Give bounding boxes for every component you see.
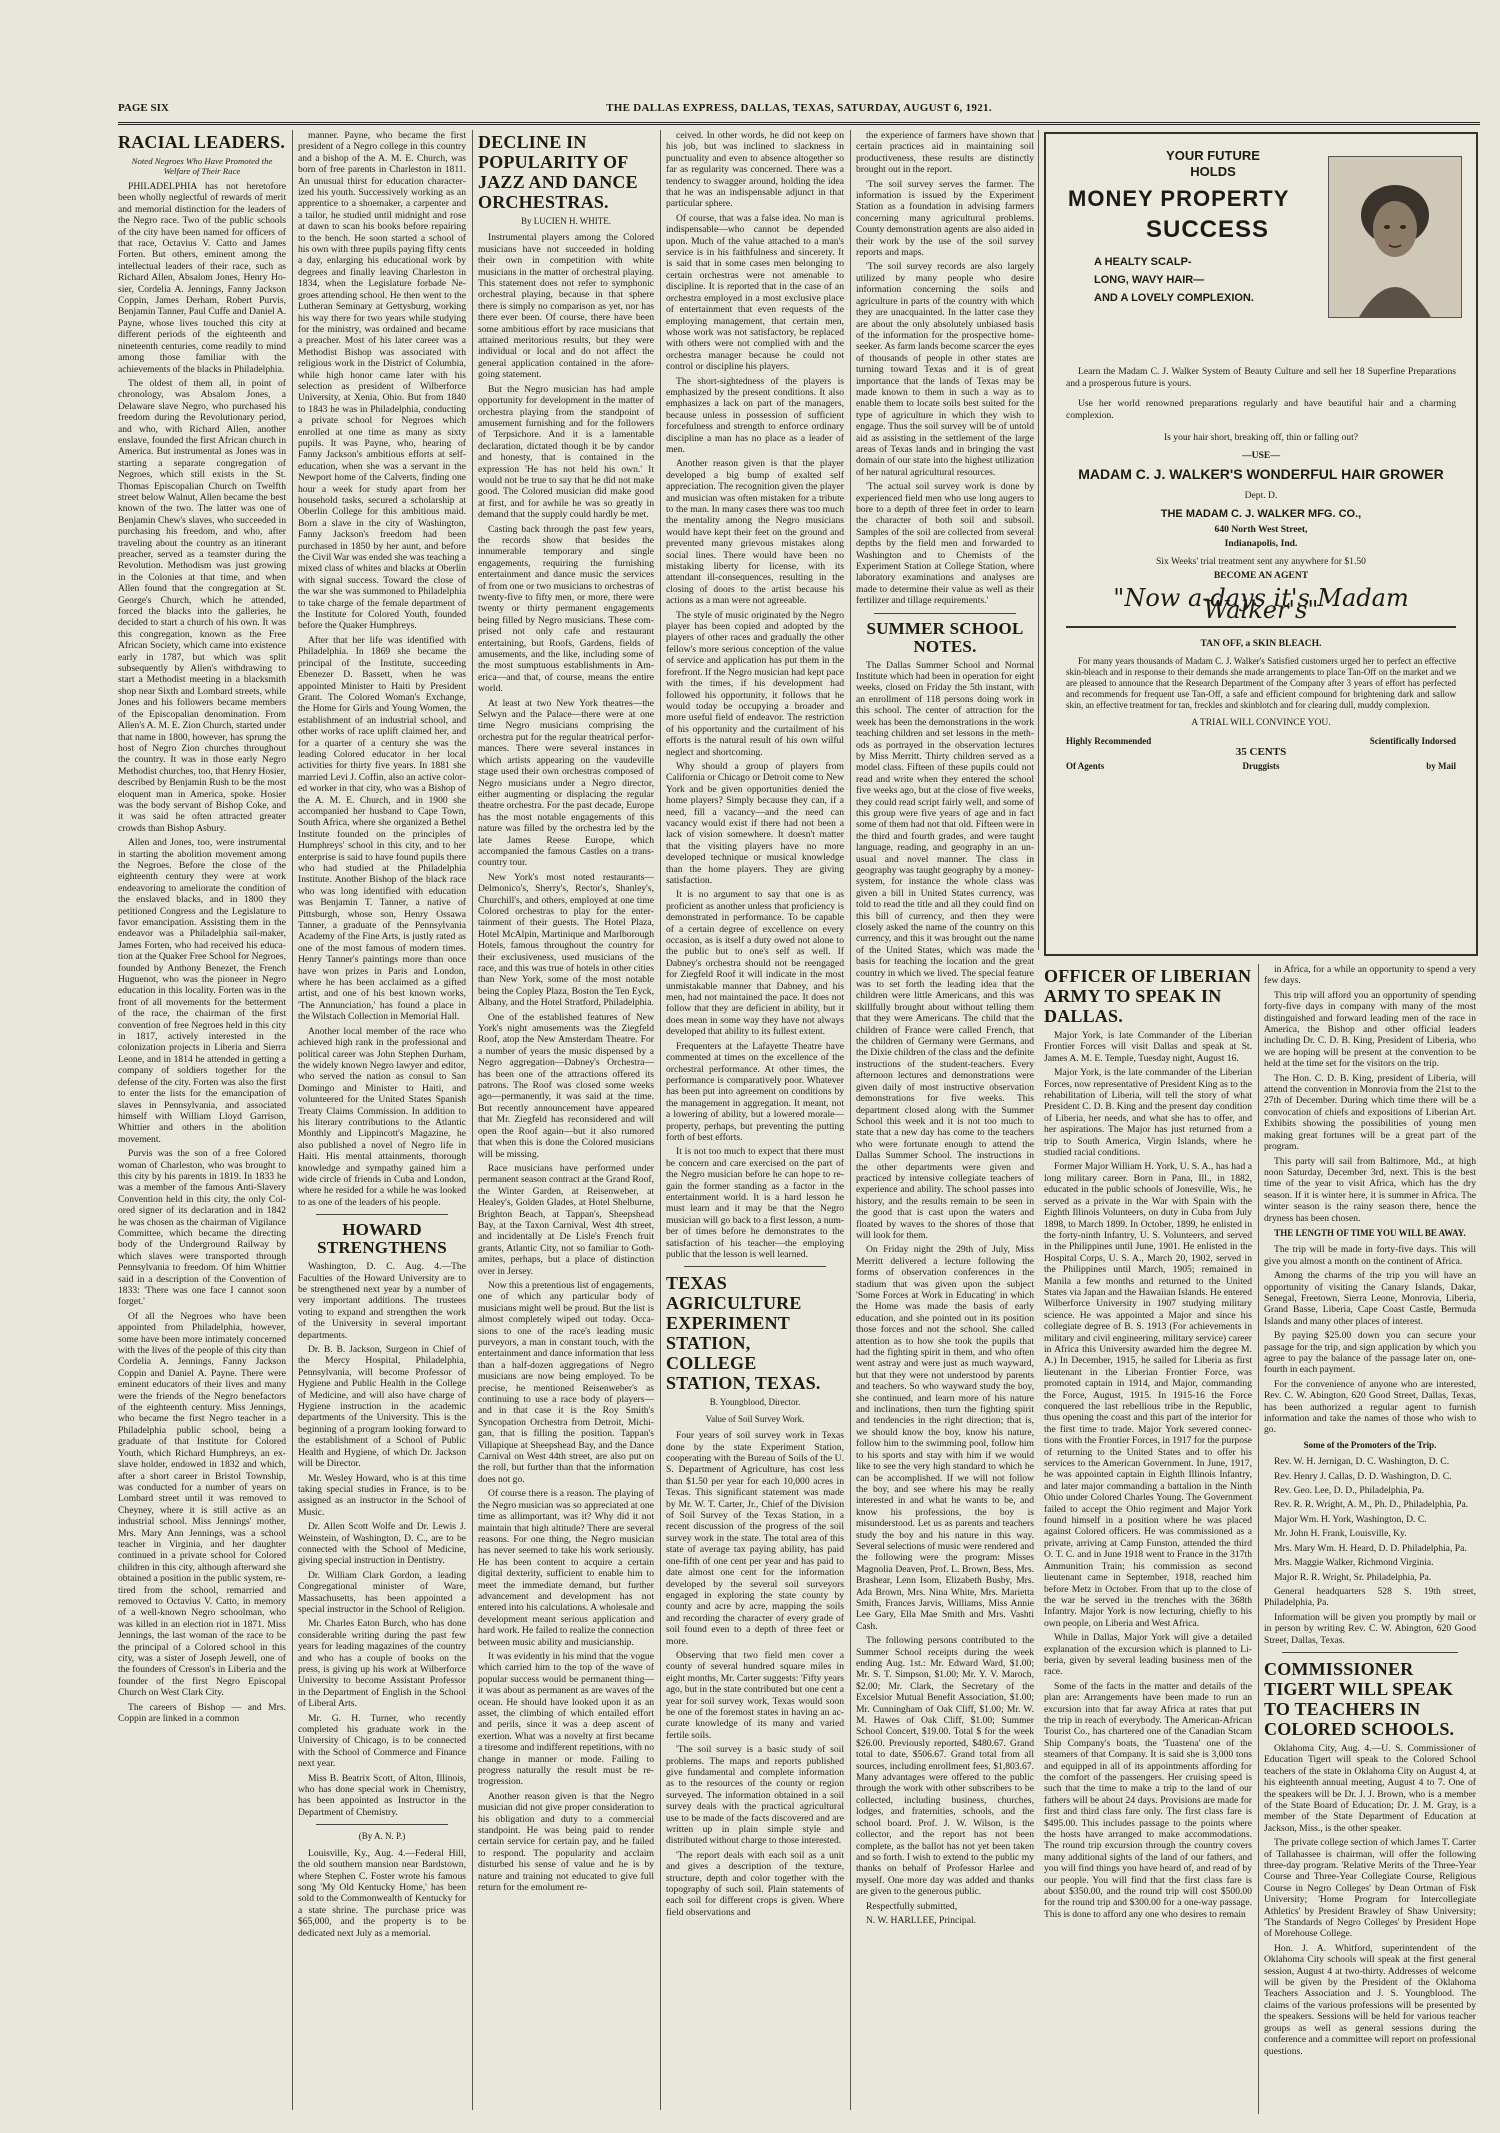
article-paragraph: Allen and Jones, too, were instrumental in starting the abolition movement among the Negroes. Before the close of the eighteenth century they were at work endeavoring to ameliorate the condition of the enslaved blacks, and in 1800 they petitioned Congress and the Legislature to favor emancipation. Assisting them in the endeavor was a Philadelphia sail-maker, James Forten, who had received his education at the Quaker Free School for Negroes, founded by Anthony Benezet, the French Huguenot, who was the pioneer in Negro education in this locality. Forten was in the front of all movements for the betterment of the race, the chairman of the first convention of free Negroes held in this city in 1817, actively interested in the colonization projects in Liberia and Sierra Leone, and in 1814 he attended in getting a company of soldiers together for the defense of the city. Forten was also the first to enter the lists for the emancipation of slaves in Pennsylvania, and associated himself with William Lloyd Garrison, Whittier and others in the abolition movement. — [118, 837, 286, 1145]
column-rule — [660, 130, 661, 2110]
article-paragraph: Another local member of the race who achieved high rank in the professional and political career was John Stephen Durham, the widely known Negro lawyer and editor, who served the nation as consul to San Domingo and Minister to Haiti, and volunteered for the United States Spanish Treaty Claims Commission. In addition to his literary contributions to the Atlantic Monthly and Lippincott's Magazine, he also published a novel of Negro life in Haiti. His mental attainments, thorough knowledge and sympathy gained him a wide circle of friends in Cuba and London, where he resided for a while he was looked to as one of the leaders of his people. — [298, 1025, 466, 1208]
column-1 — [118, 130, 286, 2120]
ad-feature: A HEALTY SCALP- — [1094, 256, 1192, 268]
ad-by-druggists: Druggists — [1242, 761, 1280, 771]
article-paragraph: Another reason given is that the player developed a big bump of exalted self appreciation. The recognition given the player and musician was often mistaken for a tribute to the man. In many cases there was too much the mentality among the Negro musicians would have kept their feet on the ground and prevented many grievous mistakes along social lines. There would have been no mistaking liberty for license, with its attendant ill-consequences, resulting in the closing of doors to the artist because his actions as a man were not agreeable. — [666, 458, 844, 607]
promoter-item: Mr. John H. Frank, Louisville, Ky. — [1274, 1528, 1407, 1540]
article-paragraph: Observing that two field men cover a county of several hundred square miles in eight months, Mr. Carter suggests: 'Fifty years ago, but in the state contributed but one cent a year for soil survey work, Texas would soon be one of the foremost states in having an accurate knowledge of its many and varied fertile soils. — [666, 1649, 844, 1741]
headline-summer-school: SUMMER SCHOOL NOTES. — [866, 618, 1024, 656]
article-paragraph: the experience of farmers have shown that certain practices aid in maintaining soil productiveness, these results are distinctly brought out in the report. — [856, 130, 1034, 176]
article-paragraph: Louisville, Ky., Aug. 4.—Federal Hill, the old southern mansion near Bardstown, where Stephen C. Foster wrote his famous song 'My Old Kentucky Home,' has been sold to the Commonwealth of Kentucky for a state shrine. The purchase price was $65,000, and the property is to be dedicated next July as a memorial. — [298, 1847, 466, 1939]
article-paragraph: It is no argument to say that one is as proficient as another unless that proficiency is demonstrated in performance. To be capable of a certain degree of excellence on every occasion, as is itself a duty owed not alone to the public but to one's self as well. If Dabney's orchestra should not be reengaged for Ziegfeld Roof it will indicate in the most unmistakable manner that Dabney, and his men, had not maintained the pace. It does not follow that they are deficient in ability, but it does mean in some way they have not always developed that ability to its fullest extent. — [666, 889, 844, 1038]
ad-trial: Six Weeks' trial treatment sent any anywhere for $1.50 — [1156, 556, 1366, 567]
article-paragraph: in Africa, for a while an opportunity to spend a very few days. — [1264, 964, 1476, 987]
article-paragraph: While in Dallas, Major York will give a detailed explanation of the excursion which is planned to Liberia, given by several leading business men of the race. — [1044, 1632, 1252, 1678]
article-paragraph: Former Major William H. York, U. S. A., has had a long military career. Born in Pana, Ill., in 1882, educated in the public schools of Jonesville, Wis., he served as a private in the War with Spain with the Eighth Illinois Volunteers, on duty in Cuba from July 1898, to March 1899. In October, 1899, he enlisted in the forty-ninth Infantry, U. S. Volunteers, and served in the Philippines until June, 1901. He enlisted in the Hospital Corps, U. S. A., March 20, 1902, served in the Philippines until March, 1905; remained in Manila a few months and returned to the United States via Japan and the Hawaiian Islands. He entered Wilberforce University in 1907 studying military science. He was appointed a Major and since his collegiate degree of B. S. 1913 (For achievements in military and civil engineering, military service) career in Africa this University awarded him the degree M. A.) In December, 1915, he sailed for Liberia as first lieutenant in the Liberian Frontier Force, was promoted captain in 1914, and Major, commanding the Force, August, 1915. In 1915-16 the Force conquered the last rebellious tribe in the Republic, thus opening the coast and this part of the interior for the first time to trade. Major York severed connections with the Frontier Forces, in 1917 for the purpose of returning to the United States and to offer his services to the American Government. In June, 1917, he was appointed captain in Eighth Illinois Infantry, and later major commanding a battalion in the Ninth Ohio under Colored Charles Young. The Government failed to accept the Ohio regiment and Major York found himself in a position where he was placed against Colored officers. He was commissioned as a private, arriving at Camp Funston, attended the third O. T. C. and in June 1918 went to France in the 317th Ammunition Train; his commission as second lieutenant came in September, 1918, reached him before Metz in October. From that up to the close of the war he served in the trenches with the 368th Infantry. Major York is now lecturing, chiefly to his own people, on Liberia and West Africa. — [1044, 1161, 1252, 1629]
column-3 — [478, 130, 654, 2120]
ad-address: Indianapolis, Ind. — [1224, 538, 1298, 549]
ad-by-agents: Of Agents — [1066, 761, 1105, 771]
article-paragraph: The oldest of them all, in point of chronology, was Absalom Jones, a Delaware slave Negro, who purchased his freedom during the Revolutionary period, and who, with Richard Allen, another enslave, founded the first African church in America. But instrumental as Jones was in starting a separate congregation of Negroes, which still exists in the St. Thomas Episcopalian Church on Twelfth street below Walnut, Allen became the best known of the two. The latter was one of Benjamin Chew's slaves, who succeeded in purchasing his freedom, and who, after traveling about the country as an itinerant preacher, served as a teamster during the Revolution. Methodism was just growing in the Colonies at that time, and when Allen found that the congregation at St. George's Church, which he attended, forced the blacks into the galleries, he decided to start a church of his own. It was this congregation, known as the Free African Society, which came into existence early in 1787, but which was split subsequently by Allen's withdrawing to start a Methodist meeting in a blacksmith shop near Sixth and Lombard streets, while Jones and his followers became members of the Episcopalian denomination. From Allen's A. M. E. Zion Church, started under that name in 1800, however, has sprung the host of Negro Zion churches throughout the country. It was in those early Negro Methodist churches, too, that Henry Hosier, described by Benjamin Rush to be the most eloquent man in America, spoke. Hosier was the body servant of Bishop Coke, and it was said he often attracted greater crowds than Bishop Asbury. — [118, 377, 286, 834]
promoter-item: General headquarters 528 S. 19th street, Philadelphia, Pa. — [1264, 1585, 1476, 1609]
ad-divider — [1066, 626, 1456, 628]
ad-top-line: YOUR FUTURE — [1166, 148, 1260, 163]
promoter-item: Major R. R. Wright, Sr. Philadelphia, Pa. — [1274, 1571, 1432, 1583]
article-paragraph: Dr. B. B. Jackson, Surgeon in Chief of the Mercy Hospital, Philadelphia, Pennsylvania, will become Professor of Hygiene and Public Health in the College of Medicine, and will also have charge of Hygiene instruction in the academic departments of the University. This is the beginning of a program looking forward to the establishment of a School of Public Health and Hygiene, of which Dr. Jackson will be Director. — [298, 1344, 466, 1470]
ad-product: MADAM C. J. WALKER'S WONDERFUL HAIR GROWER — [1078, 466, 1444, 482]
article-paragraph: Mr. Wesley Howard, who is at this time taking special studies in France, is to be assigned as an instructor in the School of Music. — [298, 1472, 466, 1518]
column-rule — [472, 130, 473, 2110]
separator — [316, 1824, 448, 1825]
article-paragraph: Among the charms of the trip you will have an opportunity of visiting the Canary Islands, Dakar, Senegal, Freetown, Sierra Leone, Monrovia, Liberia, Grand Basse, Liberia, Cape Coast Castle, Bermuda Islands and many other places of interest. — [1264, 1270, 1476, 1327]
article-paragraph: Dr. William Clark Gordon, a leading Congregational minister of Ware, Massachusetts, has been appointed a special instructor in the School of Religion. — [298, 1569, 466, 1615]
article-paragraph: Of course there is a reason. The playing of the Negro musician was so appreciated at one time as allimportant, was it? Why did it not maintain that high altitude? There are several reasons. For one thing, the Negro musician has never seemed to take his work seriously. He has been content to acquire a certain digital dexterity, sufficient to enable him to meet the immediate demand, but further advancement and development has not entered into his calculations. A wholesale and development meant serious application and hard work. He failed to realize the connection between music ability and musicianship. — [478, 1488, 654, 1648]
column-6 — [1044, 964, 1252, 2120]
ad-slogan: "Now a-days it's Madam Walker's" — [1113, 584, 1409, 624]
ad-price: 35 CENTS — [1235, 746, 1287, 758]
article-paragraph: Some of the facts in the matter and details of the plan are: Arrangements have been made to run an excursion into that far away Africa at rates that put the trip in reach of everybody. The American-African Tourist Co., has chartered one of the Canadian Stcam Ship Company's boats, the 'Tuastena' one of the steamers of that Company. It is said she is 3,000 tons and equipped in all of its appointments affording for the comfort of the passengers. Her cruising speed is such that the time to make a trip to the land of our fathers will be about 24 days. Provisions are made for first and third class fare only. The first class fare is $495.00. This includes passage to the points where the hosts have arranged to make accommodations. The round trip excursion through the country covers many additional sights of the land of our fathers, and you will find things you have heard of, and read of by our people. You will find that the first class fare is about $350.00, and the round trip will cost $500.00 for the round trip and $300.00 for a one-way passage. This is done to afford any one who desires to remain — [1044, 1680, 1252, 1920]
subhead-promoters: Some of the Promoters of the Trip. — [1303, 1439, 1437, 1450]
article-paragraph: Miss B. Beatrix Scott, of Alton, Illinois, who has done special work in Chemistry, has been appointed as Instructor in the Department of Chemistry. — [298, 1772, 466, 1818]
article-paragraph: After that her life was identified with Philadelphia. In 1869 she became the principal of the Institute, succeeding Ebenezer D. Bassett, when he was appointed Minister to Haiti by President Grant. The Colored Woman's Exchange, the Home for Girls and Young Women, the establishment of an industrial school, and other works of race uplift claimed her, and for a quarter of a century she was the leading Colored educator in her local activities for thirty five years. In 1881 she married Levi J. Coffin, also an active colored worker in that city, who was a Bishop of the A. M. E. Church, and in 1900 she accompanied her husband to Cape Town, South Africa, where she organized a Bethel Institute founded on the principles of Humphreys' school in this city, and to her enterprise is said to have found pupils there who had studied at the Philadelphia Institute. Another Bishop of the black race who was long identified with education was Benjamin T. Tanner, a native of Pittsburgh, whose son, Henry Ossawa Tanner, a graduate of the Pennsylvania Academy of the Fine Arts, is justly rated as one of the most famous of modern times. Henry Tanner's paintings more than once have won prizes in Paris and London, where he has been acclaimed as a gifted artist, and one of his best known works, 'The Annunciation,' has found a place in the Wilstach Collection in Memorial Hall. — [298, 634, 466, 1023]
subhead-soil-survey: Value of Soil Survey Work. — [705, 1413, 805, 1424]
ad-use: —USE— — [1242, 450, 1280, 461]
ad-question: Is your hair short, breaking off, thin or falling out? — [1163, 432, 1359, 443]
article-paragraph: Race musicians have performed under permanent season contract at the Grand Roof, the Winter Garden, at Reisenweber, at Healey's, Golden Glades, at Hotel Shelburne, Brighton Beach, at Tappan's, Sheepshead Bay, at the Taxon Carnival, West 4th street, and incidentally at De Lisle's French fruit grants, Atlantic City, not so familiar to Gothamites, perhaps, but a place of distinction over in Jersey. — [478, 1162, 654, 1277]
article-paragraph: At least at two New York theatres—the Selwyn and the Palace—there were at one time Negro musicians comprising the orchestra put for the regular theatrical performances. There were several instances in which artists appearing on the vaudeville stage used their own orchestras composed of Negro musicians under a Negro director, either augmenting or displacing the regular theatre orchestra. For the past decade, Europe has the most notable engagements of this nature was filled by the orchestra led by the late James Reese Europe, which accompanied the famous Castles on a trans-country tour. — [478, 697, 654, 869]
portrait-illustration — [1329, 157, 1461, 317]
article-paragraph: 'The report deals with each soil as a unit and gives a description of the texture, structure, depth and color together with the topography of such soil. Plain statements of each soil for different crops is given. Where field observations and — [666, 1849, 844, 1918]
subhead-length-of-time: THE LENGTH OF TIME YOU WILL BE AWAY. — [1274, 1227, 1466, 1238]
separator — [1282, 1652, 1458, 1653]
masthead-title: THE DALLAS EXPRESS, DALLAS, TEXAS, SATURDAY, AUGUST 6, 1921. — [606, 102, 992, 114]
article-paragraph: Why should a group of players from California or Chicago or Detroit come to New York and be given opportunities denied the home players? Simply because they can, if a need, fill a vacancy—and the need can vacancy would exist if there had not been a lack of vision somewhere. It doesn't matter that the visiting players have no more developed technique or musical knowledge than the home players. They are giving satisfaction. — [666, 760, 844, 886]
article-paragraph: Instrumental players among the Colored musicians have not succeeded in holding their own in competition with white musicians in the matter of orchestral playing. This statement does not refer to symphonic orchestral playing, because in that sphere there is simply no comparison as yet, nor has there ever been. Of course, there have been some ambitious effort by race musicians that attained meritorious results, but they were individual or local and do not affect the general application contained in the aforegoing statement. — [478, 232, 654, 381]
article-paragraph: One of the established features of New York's night amusements was the Ziegfeld Roof, atop the New Amsterdam Theatre. For a number of years the music dispensed by a Negro aggregation—Dabney's Orchestra—has been one of the attractions offered its patrons. The Roof was closed some weeks ago—permanently, it was said at the time. But recently announcement have appeared that Mr. Ziegfeld has reconsidered and will open the Roof again—but it also rumored that when this is done the Colored musicians will be missing. — [478, 1011, 654, 1160]
ad-by-mail: by Mail — [1426, 761, 1456, 771]
ad-top-line: HOLDS — [1190, 164, 1236, 179]
column-rule — [1258, 964, 1259, 2114]
promoter-item: Rev. R. R. Wright, A. M., Ph. D., Philadelphia, Pa. — [1274, 1499, 1469, 1511]
ad-feature: LONG, WAVY HAIR— — [1094, 274, 1205, 286]
column-4 — [666, 130, 844, 2120]
article-paragraph: This trip will afford you an opportunity of spending forty-five days in company with many of the most distinguished and forward leading men of the race in America, the Bishop and other official leaders including Dr. C. D. B. King, President of Liberia, who we are hoping will be present at the convention to be held at the time set for the visitors on the trip. — [1264, 989, 1476, 1070]
separator — [316, 1214, 448, 1215]
article-paragraph: Now this a pretentious list of engagements, one of which any particular body of musicians might well be proud. But the list is almost completely wiped out today. Occasions to one of the race's leading music purveyors, a man in constant touch, with the entertainment and dance information that less than a half-dozen aggregations of Negro musicians are now being employed. To be precise, he mentioned Reisenweber's as continuing to use a race body of players—and in that case it is the Roy Smith's Syncopation Orchestra from Detroit, Michigan, that is filling the position. Tappan's Villapique at Sheepshead Bay, and the Dance Carnival on West 44th street, are also put on the roll, but further than that the information does not go. — [478, 1279, 654, 1485]
ad-footer — [1066, 735, 1456, 773]
portrait-image — [1328, 156, 1462, 318]
article-paragraph: It is not too much to expect that there must be concern and care exercised on the part of the Negro musician before he can hope to regain the former standing as a factor in the entertainment world. It is a hard lesson he must learn and it may be that the Negro musician will go back to a first lesson, a number of times before he demonstrates to the satisfaction of his teacher—the employing public that the lesson is well learned. — [666, 1146, 844, 1260]
article-paragraph: This party will sail from Baltimore, Md., at high noon Saturday, December 3rd, next. This is the best time of the year to visit Africa, which has the dry season. If it is winter here, it is summer in Africa. The winter season is the rainy season there, hence the dryness has been chosen. — [1264, 1155, 1476, 1224]
article-paragraph: Another reason given is that the Negro musician did not give proper consideration to his obligation and duty to a commercial standpoint. He was being paid to render certain service for certain pay, and he failed to respond. The popularity and acclaim disturbed his sense of value and he is by nature and training not educated to give full return for the emolument re- — [478, 1790, 654, 1894]
article-paragraph: The trip will be made in forty-five days. This will give you almost a month on the continent of Africa. — [1264, 1244, 1476, 1267]
page-number: PAGE SIX — [118, 102, 169, 114]
ad-tanoff-title: TAN OFF, a SKIN BLEACH. — [1200, 638, 1322, 649]
article-paragraph: 'The soil survey records are also largely utilized by many people who desire information concerning the soils and agriculture in parts of the country with which they are unacquainted. In the latter case they are about the only absolutely unbiased basis of the information for the prospective home-seeker. As farm lands become scarcer the eyes of thousands of people in other states are turning toward Texas and it is of great importance that the lands of Texas may be made known to them in such a way as to enable them to locate soils best suited for the type of agriculture in which they wish to engage. Thus the soil survey will be of untold aid as assisting in the settlement of the large areas of Texas lands and in bringing the vast domain of our state into the highest utilization of her natural agricultural resources. — [856, 261, 1034, 478]
article-paragraph: But the Negro musician has had ample opportunity for development in the matter of orchestra playing from the standpoint of amusement furnishing and for the followers of Terpsichore. And it is a lamentable declaration, dictated though it be by candor and honesty, that is contained in the expression 'He has not held his own.' It would not be true to say that he did not make good. The Colored musician did make good at first, and for awhile he was so greatly in demand that the supply could hardly be met. — [478, 383, 654, 521]
article-paragraph: Four years of soil survey work in Texas done by the state Experiment Station, cooperating with the Bureau of Soils of the U. S. Department of Agriculture, has cost less than $1.50 per year for each 10,000 acres in Texas. This significant statement was made by Mr. W. T. Carter, Jr., Chief of the Division of Soil Survey of the Texas Station, in a recent discussion of the progress of the soil survey work in the state. The total area of this state of average tax paying ability, has paid one-fifth of one cent per year and has paid to date almost one cent for the information developed by the several soil surveyors engaged in exploring the state county by county and acre by acre, mapping the soils and recording the character of every grade of soil found even to a depth of three feet or more. — [666, 1430, 844, 1647]
byline: B. Youngblood, Director. — [709, 1397, 801, 1408]
walker-advertisement — [1044, 132, 1478, 956]
article-paragraph: Mr. Charles Eaton Burch, who has done considerable writing during the past few years for leading magazines of the country and who has a couple of books on the press, is giving up his work at Wilberforce University to become Assistant Professor in the Department of English in the School of Liberal Arts. — [298, 1618, 466, 1710]
article-paragraph: The careers of Bishop — and Mrs. Coppin are linked in a common — [118, 1701, 286, 1725]
separator — [684, 1266, 826, 1267]
article-paragraph: Hon. J. A. Whitford, superintendent of the Oklahoma City schools will speak at the first general session, August 4 at two-thirty. Addresses of welcome will be given by the President of the Oklahoma Teachers Association and J. S. Youngblood. The claims of the various professions will be presented by the speakers. Sessions will be held for various teacher groups as well as general sessions during the conference and a committee will report on professional questions. — [1264, 1942, 1476, 2057]
column-rule — [850, 130, 851, 2110]
article-paragraph: By paying $25.00 down you can secure your passage for the trip, and sign application by which you agree to pay the balance of the passage later on, one-fourth in each payment. — [1264, 1330, 1476, 1376]
column-2 — [298, 130, 466, 2120]
article-paragraph: The following persons contributed to the Summer School receipts during the week ending Aug. 1st.: Mr. Edward Ward, $1.00; Mr. S. T. Simpson, $1.00; Mr. Y. V. Maroch, $2.00; Mr. Clark, the Secretary of the Excelsior Mutual Benefit Association, $1.00; Mr. Cunningham of Oak Cliff, $1.00; Mr. W. M. Hawes of Oak Cliff, $1.00; Summer School Concert, $19.00. Total $ for the week $26.00. Previously reported, $480.67. Grand total to date, $506.67. Grand total from all sources, including enrollment fees, $1,803.67. Many advantages were offered to the public through the work with other subscribers to be collected, including business, churches, lodges, and fraternities, schools, and the school board. Prof. J. W. Wilson, is the collector, and the report has not been complete, as the ballot has not yet been taken and so forth. I wish to extend to the public my thanks on behalf of Professor Harlee and myself. One more day was added and thanks are given to the generous public. — [856, 1635, 1034, 1898]
column-5 — [856, 130, 1034, 2120]
article-paragraph: New York's most noted restaurants—Delmonico's, Sherry's, Rector's, Shanley's, Churchill's, and others, employed at one time Colored orchestras to play for the entertainment of their guests. The Hotel Plaza, Hotel McAlpin, Martinique and Marlborough Hotels, famous throughout the country for their exclusiveness, used musicians of the race, and this was true of hotels in other cities than New York, some of the most notable being the Copley Plaza, Boston the Ten Eyck, Albany, and the Hotel Stratford, Philadelphia. — [478, 871, 654, 1009]
ad-feature: AND A LOVELY COMPLEXION. — [1094, 292, 1254, 304]
ad-tanoff-text: For many years thousands of Madam C. J. Walker's Satisfied customers urged her to perfect an effective skin-bleach and in response to their demands she made arrangements to place Tan-Off on the market and we are pleased to announce that the Research Department of the Company after 3 years of effort has perfected and recommends for frequent use Tan-Off, a safe and efficient compound for brightening dark and sallow skin, an effective treatment for tan, freckles and skinblotch and for clearing dull, muddy complexion. — [1066, 656, 1456, 710]
ad-pitch: Use her world renowned preparations regularly and have beautiful hair and a charming complexion. — [1066, 398, 1456, 421]
ad-money-property: MONEY PROPERTY — [1068, 186, 1290, 211]
masthead — [118, 100, 1480, 125]
headline-liberian-officer: OFFICER OF LIBERIAN ARMY TO SPEAK IN DALLAS. — [1044, 966, 1252, 1026]
headline-racial-leaders: RACIAL LEADERS. — [118, 132, 286, 152]
promoter-item: Major Wm. H. York, Washington, D. C. — [1274, 1513, 1427, 1525]
article-paragraph: The short-sightedness of the players is emphasized by the present conditions. It also emphasizes a lack on part of the managers, because unless in possession of sufficient forcefulness and strength to enforce ordinary discipline a man has no place as a leader of men. — [666, 375, 844, 455]
ad-agent: BECOME AN AGENT — [1213, 570, 1309, 581]
promoter-item: Mrs. Mary Wm. H. Heard, D. D. Philadelphia, Pa. — [1274, 1542, 1467, 1554]
article-paragraph: Of all the Negroes who have been appointed from Philadelphia, however, some have been more intimately concerned with the lives of the people of this city than Cordelia A. Jennings, Fanny Jackson Coppin and Daniel A. Payne. There were eminent educators of their lives and many were the friends of the Negro benefactors of the eighteenth century. Miss Jennings, who became the first Negro teacher in a Philadelphia public school, being a graduate of that Institute for Colored Youth, which Richard Humphreys, an ex-slave holder, endowed in 1832 and which, after a short career in Bristol Township, was conducted for a number of years on Lombard street until it was removed to Cheyney, where it is still active as an industrial school. Miss Jennings' mother, Mrs. Mary Ann Jennings, was a school teacher in Virginia, and her daughter continued in a private school for Colored children in this city, although afterward she obtained a position in the public system, retired from the school, remarried and removed to Octavius V. Catto, in memory of a well-known Negro schoolman, who was killed in an election riot in 1871. Miss Jennings, the last woman of the race to be the principal of a Colored school in this city, was a sister of Joseph Jewell, one of the founders of Cresson's in Liberia and the founder of the first Negro Episcopal Church on West Clark City. — [118, 1310, 286, 1699]
credit-line: (By A. N. P.) — [358, 1831, 406, 1842]
article-paragraph: Major York, is late Commander of the Liberian Frontier Forces will visit Dallas and speak at St. James A. M. E. Temple, Tuesday night, August 16. — [1044, 1030, 1252, 1064]
ad-intro: Learn the Madam C. J. Walker System of Beauty Culture and sell her 18 Superfine Preparations and a prosperous future is yours. — [1066, 366, 1456, 389]
article-paragraph: 'The soil survey is a basic study of soil problems. The maps and reports published give fundamental and complete information as to the resources of the county or region surveyed. The information obtained in a soil survey deals with the practical agricultural use to be made of the facts discovered and are written up in plain simple style and distributed without charge to those interested. — [666, 1744, 844, 1847]
article-paragraph: Mr. G. H. Turner, who recently completed his graduate work in the University of Chicago, is to be connected with the School of Commerce and Finance next year. — [298, 1712, 466, 1770]
separator — [874, 613, 1016, 614]
ad-company: THE MADAM C. J. WALKER MFG. CO., — [1160, 508, 1362, 520]
article-paragraph: Frequenters at the Lafayette Theatre have commented at times on the excellence of the orchestral performance. At other times, the performance is comparatively poor. Whatever has been put into agreement on conditions by the management in aggregation. It meant, not a lowering of ability, but a lowered morale—property, perhaps, but preventing the putting forth of best efforts. — [666, 1040, 844, 1143]
ad-success: SUCCESS — [1146, 216, 1270, 243]
article-paragraph: The Dallas Summer School and Normal Institute which had been in operation for eight weeks, closed on Friday the 5th instant, with an enrollment of 118 persons doing work in this school. The center of attraction for the week has been the demonstrations in the work teaching children and set lessons in the methods as portrayed in the observation lectures by Miss Merritt. Thirty children served as a model class. Fifteen of these pupils could not read and write when they entered the school five weeks ago, but at the close of five weeks, they could read script fairly well, and some of this group were five years of age and in fact some of them had not that old. Fifteen were in the third and fourth grades, and were taught language, reading, and geography in an unusual and novel manner. The class in geography was taught geography by a money-system, for instance the whole class was given a bill in United States currency, was told to read the title and all they could find on this bill of currency, and then they were closely asked the name of the country on this currency, and this it was brought out the name of the United States, which was made the basis for teaching the location and the great country in which we lived. The special feature was to set forth the leading idea that the children were little Americans, and this was skillfully brought about without telling them that they were Americans. The child that the children of France were called French, that the children of Germany were Germans, and the Dixie children of the class and the definite instructions of the student-teachers. Every afternoon lectures and demonstrations were given daily of most instructive observation demonstrations for five weeks. This department closed along with the Summer School this week and it is not too much to state that a new day has come to the teachers who were fortunate enough to attend the Dallas Summer School. The instructions in the other departments were given and practiced by intensive collegiate teachers of experience and ability. The school passes into history, and the results remain to be seen in the good that is cast upon the waters and floated by waves to the shores of those that will look for them. — [856, 659, 1034, 1241]
article-paragraph: On Friday night the 29th of July, Miss Merritt delivered a lecture following the forms of observation conferences in the stadium that was given upon the subject 'Some Forces at Work in Educating' in which the Home was made the basis of early education, and she pointed out in its position those forces and not the school. She called attention as to how she took the pupils that had the fighting spirit in them, and who often went astray and were just as much wayward, but that they were not understood by parents and teachers. So who wayward study the boy, she continued, and learn more of his nature and inclinations, then turn the fighting spirit and tendencies in the right direction; that is, we should know the boy, know his nature, follow him to the swimming pool, follow him to his sports and stay with him if we would like to see the very high standard to which he can be accomplished. If we will not follow the boy, and see where his may be really interested in and what he wants to be, and know his professions, the boy is misunderstood. Let us as parents and teachers study the boy and his nature in this way. Several selections of music were rendered and the following were the program: Misses Magnolia Deaven, Prof. L. Brown, Bess, Mrs. Brashear, Lenn Isom, Elizabeth Busby, Mrs. Ada Brown, Mrs. Nina White, Mrs. Marietta Smith, Frances Jarvis, Williams, Miss Annie Lee Gary, Ella Mae Smith and Mrs. Vashti Cash. — [856, 1244, 1034, 1632]
article-paragraph: For the convenience of anyone who are interested, Rev. C. W. Abington, 620 Good Street, Dallas, Texas, has been authorized a regular agent to furnish information and take the names of those who wish to go. — [1264, 1378, 1476, 1436]
headline-jazz-decline: DECLINE IN POPULARITY OF JAZZ AND DANCE ORCHESTRAS. — [478, 132, 638, 212]
article-paragraph: 'The actual soil survey work is done by experienced field men who use long augers to bore to a depth of three feet in order to learn the character of both soil and subsoil. Samples of the soil are collected from several depths by the field men and forwarded to Washington and to Chemists of the Experiment Station at College Station, where laboratory examinations and analyses are made to determine their value as well as their fertilizer and tillage requirements.' — [856, 481, 1034, 607]
article-paragraph: The Hon. C. D. B. King, president of Liberia, will attend the convention in Monrovia from the 21st to the 27th of December. During which time there will be a convocation of chiefs and expositions of Liberian Art. Exhibits showing the possibilities of young men making great fortunes will be a great part of the program. — [1264, 1072, 1476, 1153]
article-paragraph: Dr. Allen Scott Wolfe and Dr. Lewis J. Weinstein, of Washington, D. C., are to be connected with the School of Medicine, giving special instruction in Dentistry. — [298, 1521, 466, 1567]
article-paragraph: Purvis was the son of a free Colored woman of Charleston, who was brought to this city by his parents in 1819. In 1833 he was a member of the famous Anti-Slavery Convention held in this city, the only Colored signer of its declaration and in 1842 he was chosen as the chairman of Vigilance Committee, which became the directing body of the Underground Railway by which slaves were transported through Pennsylvania to freedom. Of him Whittier said in a description of the Convention of 1833: 'There was one face I cannot soon forget.' — [118, 1148, 286, 1308]
column-7 — [1264, 964, 1476, 2120]
promoter-item: Mrs. Maggie Walker, Richmond Virginia. — [1274, 1557, 1434, 1569]
article-paragraph: PHILADELPHIA has not heretofore been wholly neglectful of rewards of merit and memorial distinction for the leaders of the Negro race. Two of the public schools of the city have been named for officers of that race, Octavius V. Catto and James Forten. But others, eminent among the intellectual leaders of their race, such as Richard Allen, Absalom Jones, Henry Hosier, Cordelia A. Jennings, Fanny Jackson Coppin, James Derham, Robert Purvis, Benjamin Tanner, Paul Cuffe and Daniel A. Payne, whose lives touched this city at different periods of the eighteenth and nineteenth centuries, come readily to mind among those familiar with the achievements of the blacks in Philadelphia. — [118, 181, 286, 375]
article-paragraph: It was evidently in his mind that the vogue which carried him to the top of the wave of popular success would be permanent thing—it was about as permanent as are waves of the ocean. He should have looked upon it as an asset, the climbing of which entailed effort and perils, since it was a deep ascent of exertion. What was a novelty at first became a tiresome and indifferent repetitions, with no change in manner or mode. Failing to progress naturally the result must be retrogression. — [478, 1650, 654, 1788]
article-paragraph: Washington, D. C. Aug. 4.—The Faculties of the Howard University are to be strengthened next year by a number of very important additions. The trustees voting to expand and strengthen the work of the University in several important departments. — [298, 1261, 466, 1341]
headline-commissioner-tigert: COMMISSIONER TIGERT WILL SPEAK TO TEACHERS IN COLORED SCHOOLS. — [1264, 1658, 1455, 1739]
subhead-racial-leaders: Noted Negroes Who Have Promoted the Welfare of Their Race — [131, 156, 273, 176]
article-paragraph: ceived. In other words, he did not keep on his job, but was inclined to slackness in punctuality and even to absence altogether so far as regularity was concerned. There was a tendency to swagger around, holding the idea that he was an indispensable adjunct in that particular sphere. — [666, 130, 844, 210]
ad-dept: Dept. D. — [1244, 490, 1278, 501]
byline: By LUCIEN H. WHITE. — [520, 216, 612, 226]
column-rule — [292, 130, 293, 2110]
ad-body — [1066, 366, 1456, 773]
article-paragraph: Oklahoma City, Aug. 4.—U. S. Commissioner of Education Tigert will speak to the Colored School teachers of the state in Oklahoma City on August 4, at his eighteenth annual meeting, August 4 to 7. One of the speakers will be Dr. J. J. Brown, who is a member of the State Board of Education; Dr. J. M. Gray, is a member of the State Department of Education at Jackson, Miss., is the other speaker. — [1264, 1742, 1476, 1834]
column-rule — [1038, 130, 1039, 950]
promoter-item: Information will be given you promptly by mail or in person by writing Rev. C. W. Abington, 620 Good Street, Dallas, Texas. — [1264, 1611, 1476, 1646]
ad-footer-left: Highly Recommended — [1066, 736, 1152, 746]
article-paragraph: 'The soil survey serves the farmer. The information is issued by the Experiment Station as a foundation in advising farmers concerning many agricultural problems. County demonstration agents are also aided in their work by the use of the soil survey reports and maps. — [856, 178, 1034, 259]
article-paragraph: Major York, is the late commander of the Liberian Forces, now representative of President King as to the rehabilitation of Liberia, will tell the story of what President C. D. B. King and the present day condition of Liberia, her needs, and what she has to offer, and her aspirations. The Major has just returned from a trip to South America, Virgin Islands, where he studied racial conditions. — [1044, 1067, 1252, 1159]
promoter-item: Rev. W. H. Jernigan, D. C. Washington, D. C. — [1274, 1456, 1450, 1468]
headline-howard-strengthens: HOWARD STRENGTHENS — [317, 1220, 447, 1258]
headline-texas-agriculture: TEXAS AGRICULTURE EXPERIMENT STATION, COLLEGE STATION, TEXAS. — [666, 1273, 821, 1394]
article-paragraph: Casting back through the past few years, the records show that besides the innumerable temporary and single engagements, requiring the furnishing entertainment and dance music the services of from one or two musicians to orchestras of twenty-five to fifty men, or more, there were twenty or thirty permanent engagements being filled by Negro musicians. These comprised not only cafe and restaurant entertaining, but Roofs, Gardens, fields of amusements, and the like, including some of the most sumptuous establishments in America—and that, of course, means the entire world. — [478, 523, 654, 695]
article-paragraph: The private college section of which James T. Carter of Tallahassee is chairman, will offer the following three-day program. 'Relative Merits of the Three-Year Course and Three-Year Collegiate Course, Religious Course in Negro Colleges' by Dean Ortman of Fisk University; 'Home Program for Intercollegiate Athletics' by President Brawley of Shaw University; 'The Standards of Negro Colleges' by President Hope of Morehouse College. — [1264, 1837, 1476, 1940]
promoter-item: Rev. Geo. Lee, D. D., Philadelphia, Pa. — [1274, 1485, 1425, 1497]
article-paragraph: manner. Payne, who became the first president of a Negro college in this country and a bishop of the A. M. E. Church, was born of free parents in Charleston in 1811. An unusual thirst for education characterized his youth. Successively working as an apprentice to a shoemaker, a carpenter and a tailor, he studied until midnight and rose at dawn to scan his books before repairing to the bench. He soon started a school of his own with three pupils paying fifty cents a day, enlarging his educational work by degrees and finally leaving Charleston in 1834, when the Legislature forbade Negroes attending school. He then went to the Lutheran Seminary at Gettysburg, working his way there for two years while studying for the ministry, was ordained and became a preacher. Most of his later career was a Methodist Bishop was associated with religious work in the District of Columbia, while high honor came later with his selection as president of Wilberforce University, at Xenia, Ohio. But from 1840 to 1843 he was in Philadelphia, conducting a private school for Negroes which enrolled at one time as many as sixty pupils. It was Payne, who, hearing of Fanny Jackson's ambitious efforts at self-education, when she was a servant in the Newport home of the Calverts, finding one hour a week for study apart from her household tasks, secured a scholarship at Oberlin College for this ambitious maid. Born a slave in the city of Washington, Fanny Jackson's freedom had been purchased in 1850 by her aunt, and before the Civil War was ended she was teaching a mixed class of whites and blacks at Oberlin with signal success. Toward the close of the war she was summoned to Philadelphia to take charge of the female department of the Institute for Colored Youth, founded before the Quaker Humphreys. — [298, 130, 466, 632]
article-paragraph: The style of music originated by the Negro player has been copied and adopted by the players of other races and gradually the other fellow's more serious conception of the value of service and application has put them in the forefront. If the Negro musician had kept pace with the times, if his development had followed his opportunity, it follows that he would today be occupying a broader and more useful field of endeavor. The restriction of his opportunity and the curtailment of his efforts is the natural result of his own wilful neglect and shortcoming. — [666, 609, 844, 758]
ad-address: 640 North West Street, — [1214, 524, 1308, 535]
ad-footer-right: Scientifically Indorsed — [1369, 736, 1456, 746]
signature: N. W. HARLLEE, Principal. — [866, 1914, 977, 1926]
signoff: Respectfully submitted, — [866, 1900, 958, 1912]
article-paragraph: Of course, that was a false idea. No man is indispensable—who cannot be depended upon. Much of the value attached to a man's service is in his faithfulness and sincerety. It is said that in some cases men belonging to certain orchestras were not amenable to discipline. It is reported that in the case of an orchestra employed in a most exclusive place of entertainment that even requests of the employing management, that certain men, whose work was not satisfactory, be replaced with others were not complied with and the orchestra manager because he could not control or discipline his players. — [666, 212, 844, 373]
promoter-item: Rev. Henry J. Callas, D. D. Washington, D. C. — [1274, 1470, 1452, 1482]
ad-trial2: A TRIAL WILL CONVINCE YOU. — [1191, 717, 1331, 728]
